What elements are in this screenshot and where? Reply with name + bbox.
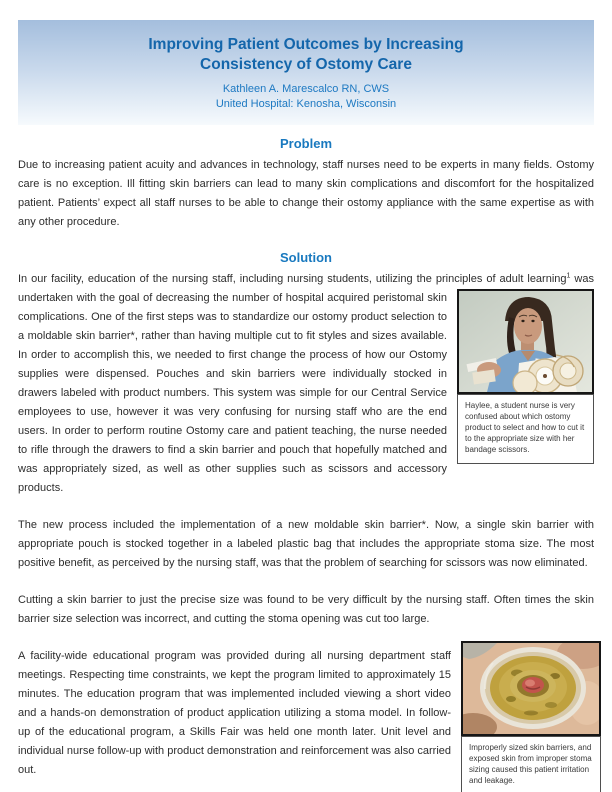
author-name: Kathleen A. Marescalco RN, CWS <box>222 83 390 95</box>
solution-p1-part1: In our facility, education of the nursing staff, including nursing students, utilizing the principles of adult <box>18 273 528 285</box>
problem-heading: Problem <box>279 136 332 151</box>
solution-p1-part3: was undertaken with the goal of decreasing the number of hospital acquired peristomal skin complications. One of the first steps was to standardize our ostomy product selection to a moldable skin barrier*, rather than having multiple cut to fit styles and sizes available. In order to accomplish this, we needed to first change the process of how our Ostomy supplies were dispensed. Pouches and skin barriers were individually stocked in drawers labeled with product numbers. This system was simple for our Central Service employees to use, however it was very confusing for nursing staff who are the end users. In order to perform routine Ostomy care and patient teaching, the nurse needed to rifle through the drawers to find a skin barrier and pouch that hopefully matched and was appropriately sized, as well as other supplies such as scissors and accessory products. <box>18 273 594 494</box>
solution-paragraph-2: The new process included the implementation of a new moldable skin barrier*. Now, a single skin barrier with appropriate pouch is stocked together in a labeled plastic bag that includes the appropriate stoma size. The most positive benefit, as perceived by the nursing staff, was that the problem of searching for scissors was now eliminated. <box>18 519 594 569</box>
page-title <box>18 20 594 75</box>
affiliation: United Hospital: Kenosha, Wisconsin <box>215 98 397 110</box>
poster-body <box>18 136 594 785</box>
reference-superscript: 1 <box>566 272 571 280</box>
solution-paragraph-1 <box>18 270 594 498</box>
student-nurse-photo <box>457 289 594 394</box>
solution-heading: Solution <box>280 250 332 265</box>
byline <box>18 82 594 112</box>
solution-p4-text: A facility-wide educational program was provided during all nursing department staff meetings. Respecting time constraints, we kept the program limited to approximately 15 minutes. The education program that was implemented included viewing a short video and a hands-on demonstration of product application utilizing a stoma model. In follow-up of the educational program, a Skills Fair was held one month later. Unit level and individual nurse follow-up with product demonstration and reinforcement was also carried out. <box>18 650 451 776</box>
problem-paragraph: Due to increasing patient acuity and advances in technology, staff nurses need to be experts in many fields. Ostomy care is no exception. Ill fitting skin barriers can lead to many skin complications and discomfort for the hospitalized patient. Patients’ expect all staff nurses to be able to change their ostomy appliance with the same expertise as with any other procedure. <box>18 159 594 228</box>
page-title-line1: Improving Patient Outcomes by Increasing <box>148 36 464 53</box>
solution-p1-part2: learning <box>527 273 567 285</box>
solution-paragraph-3: Cutting a skin barrier to just the precise size was found to be very difficult by the nursing staff. Often times the skin barrier size selection was incorrect, and cutting the stoma opening was cut too large. <box>18 594 594 625</box>
stoma-irritation-photo <box>461 641 601 736</box>
solution-paragraph-4 <box>18 647 594 785</box>
page-title-line2: Consistency of Ostomy Care <box>200 56 412 73</box>
figure-stoma <box>461 641 601 792</box>
figure-nurse <box>457 289 594 464</box>
poster-header <box>18 20 594 125</box>
figure-stoma-caption: Improperly sized skin barriers, and exposed skin from improper stoma sizing caused this patient irritation and leakage. <box>461 736 601 792</box>
figure-nurse-caption: Haylee, a student nurse is very confused about which ostomy product to select and how to cut it to the appropriate size with her bandage scissors. <box>457 394 594 464</box>
